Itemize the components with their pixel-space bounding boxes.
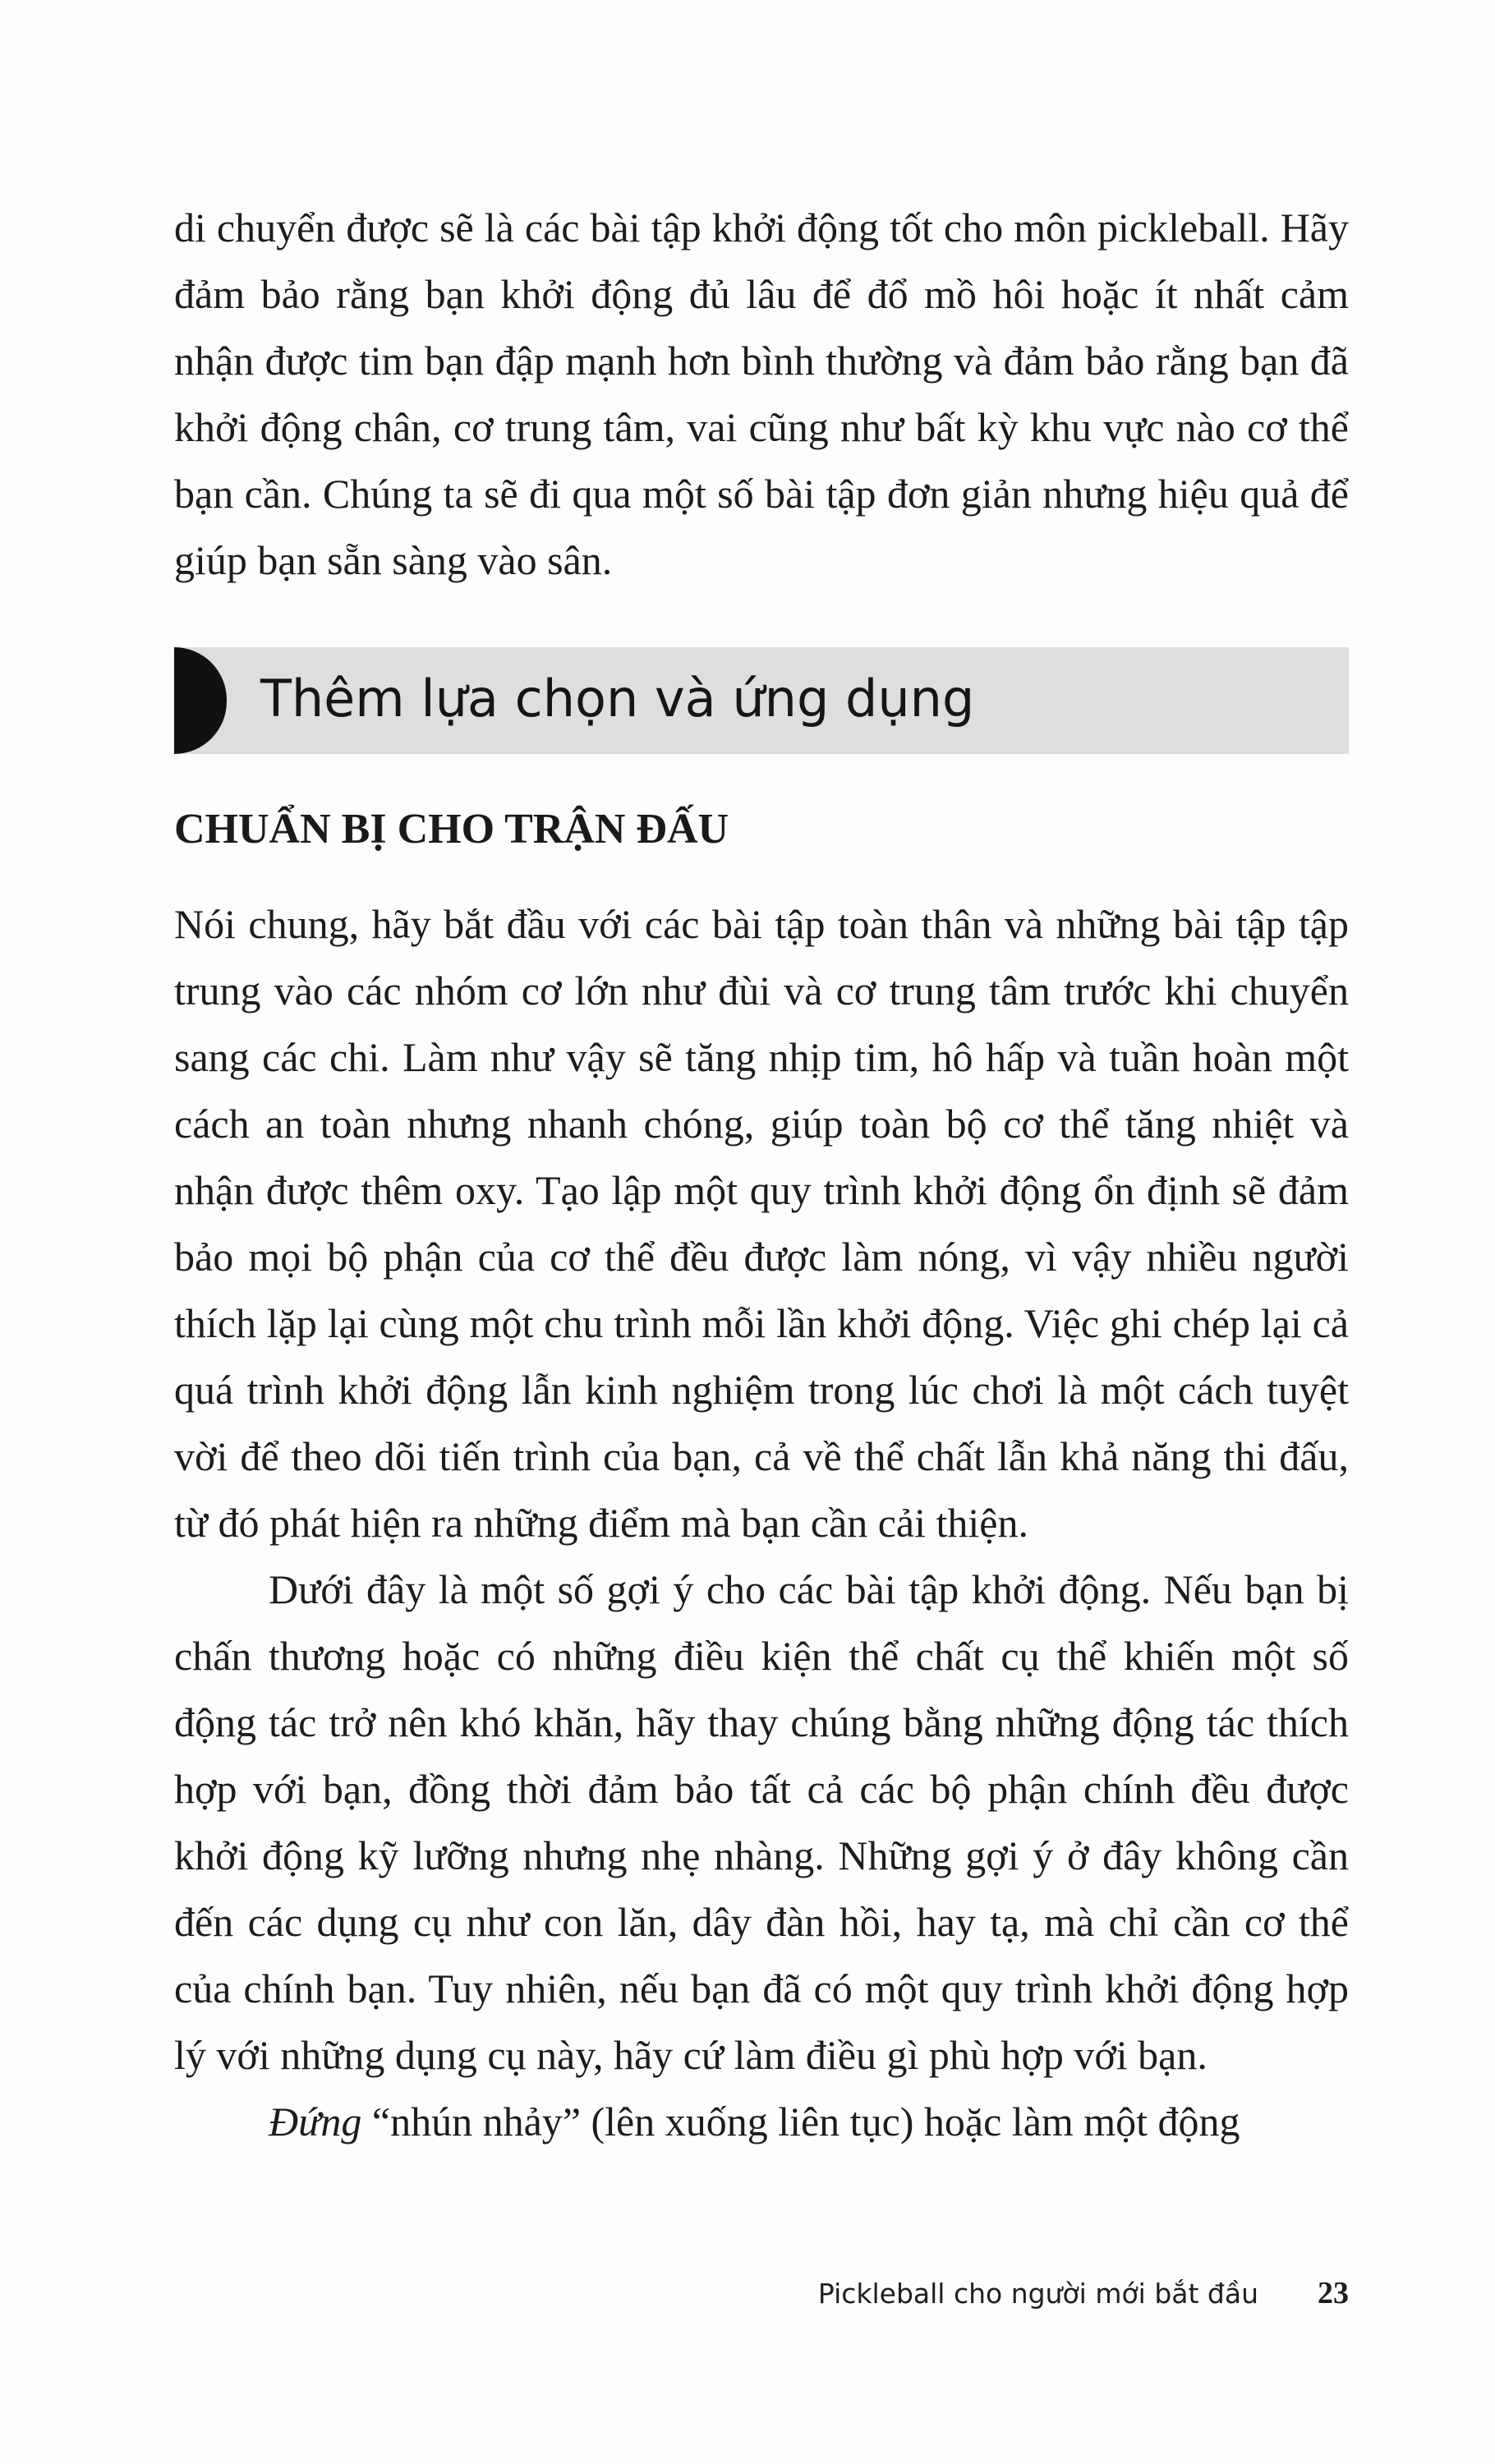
body-paragraph-1: Nói chung, hãy bắt đầu với các bài tập toàn thân và những bài tập tập trung vào các nhóm cơ lớn như đùi và cơ trung tâm trước khi chuyển sang các chi. Làm như vậy sẽ tăng nhịp tim, hô hấp và tuần hoàn một cách an toàn nhưng nhanh chóng, giúp toàn bộ cơ thể tăng nhiệt và nhận được thêm oxy. Tạo lập một quy trình khởi động ổn định sẽ đảm bảo mọi bộ phận của cơ thể đều được làm nóng, vì vậy nhiều người thích lặp lại cùng một chu trình mỗi lần khởi động. Việc ghi chép lại cả quá trình khởi động lẫn kinh nghiệm trong lúc chơi là một cách tuyệt vời để theo dõi tiến trình của bạn, cả về thể chất lẫn khả năng thi đấu, từ đó phát hiện ra những điểm mà bạn cần cải thiện. [174, 901, 1349, 1546]
heading-marker-icon [174, 647, 227, 754]
section-heading-box [174, 647, 1349, 754]
section-subheading: CHUẨN BỊ CHO TRẬN ĐẤU [174, 806, 729, 853]
body-paragraph-3 [174, 2089, 1349, 2155]
footer-book-title: Pickleball cho người mới bắt đầu [817, 2278, 1258, 2310]
section-heading: Thêm lựa chọn và ứng dụng [260, 669, 975, 729]
body-text [174, 891, 1349, 2155]
page-footer [818, 2275, 1349, 2311]
body-paragraph-2: Dưới đây là một số gợi ý cho các bài tập khởi động. Nếu bạn bị chấn thương hoặc có những điều kiện thể chất cụ thể khiến một số động tác trở nên khó khăn, hãy thay chúng bằng những động tác thích hợp với bạn, đồng thời đảm bảo tất cả các bộ phận chính đều được khởi động kỹ lưỡng nhưng nhẹ nhàng. Những gợi ý ở đây không cần đến các dụng cụ như con lăn, dây đàn hồi, hay tạ, mà chỉ cần cơ thể của chính bạn. Tuy nhiên, nếu bạn đã có một quy trình khởi động hợp lý với những dụng cụ này, hãy cứ làm điều gì phù hợp với bạn. [174, 1566, 1349, 2078]
intro-paragraph [174, 195, 1349, 594]
page-number: 23 [1318, 2276, 1349, 2310]
intro-text: di chuyển được sẽ là các bài tập khởi động tốt cho môn pickleball. Hãy đảm bảo rằng bạn khởi động đủ lâu để đổ mồ hôi hoặc ít nhất cảm nhận được tim bạn đập mạnh hơn bình thường và đảm bảo rằng bạn đã khởi động chân, cơ trung tâm, vai cũng như bất kỳ khu vực nào cơ thể bạn cần. Chúng ta sẽ đi qua một số bài tập đơn giản nhưng hiệu quả để giúp bạn sẵn sàng vào sân. [174, 205, 1349, 583]
body-paragraph-3-rest: “nhún nhảy” (lên xuống liên tục) hoặc làm một động [361, 2099, 1240, 2145]
body-paragraph-3-italic: Đứng [269, 2099, 362, 2145]
